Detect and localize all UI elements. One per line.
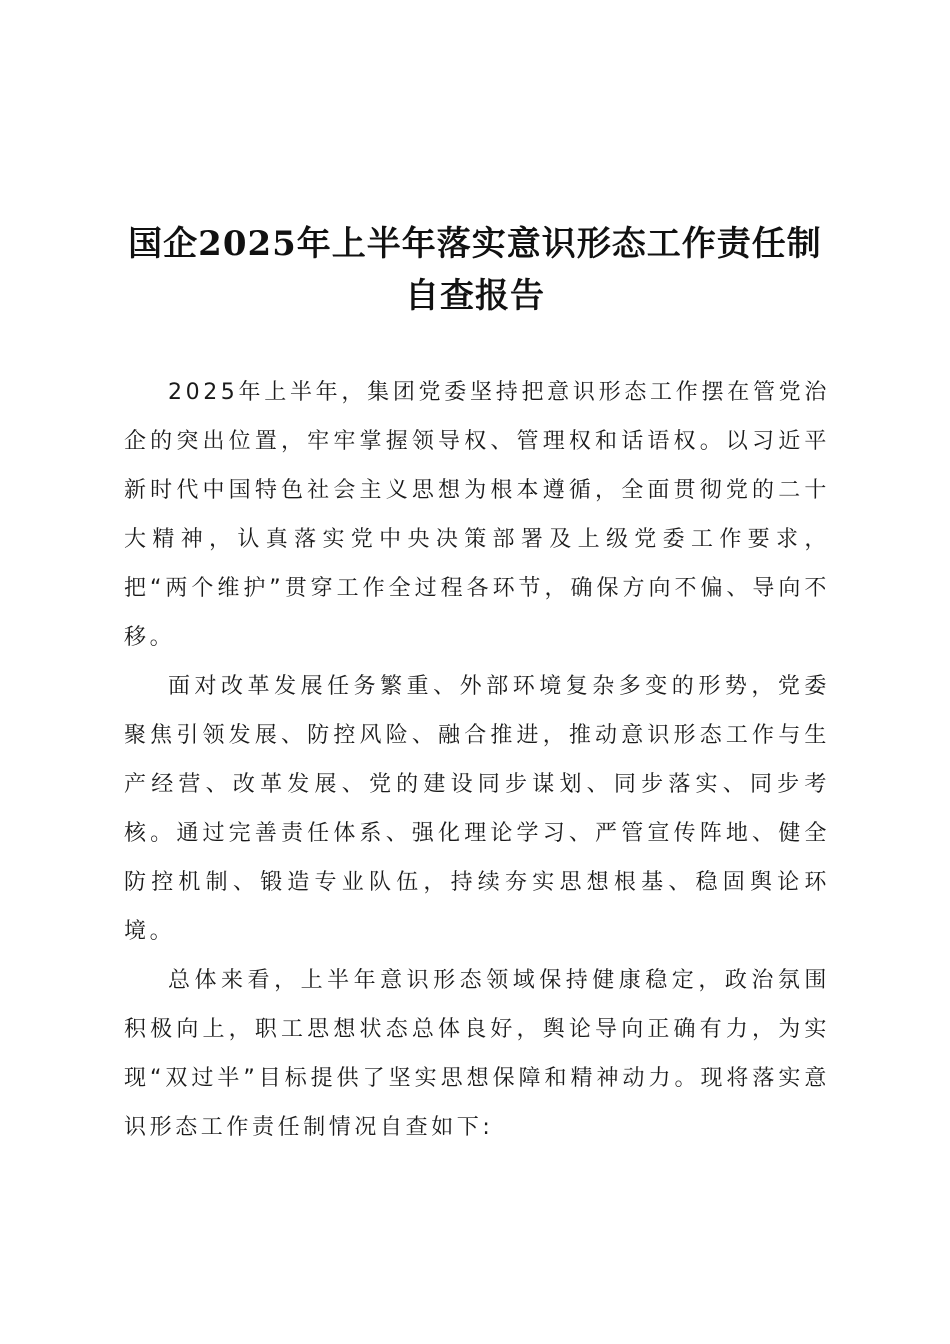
title-line-1: 国企2025年上半年落实意识形态工作责任制 [128,224,822,264]
paragraph-2: 面对改革发展任务繁重、外部环境复杂多变的形势，党委聚焦引领发展、防控风险、融合推进，推动意识形态工作与生产经营、改革发展、党的建设同步谋划、同步落实、同步考核。通过完善责任体系、强化理论学习、严管宣传阵地、健全防控机制、锻造专业队伍，持续夯实思想根基、稳固舆论环境。 [124,674,830,944]
document-body [124,368,830,1152]
paragraph-1: 2025年上半年，集团党委坚持把意识形态工作摆在管党治企的突出位置，牢牢掌握领导权、管理权和话语权。以习近平新时代中国特色社会主义思想为根本遵循，全面贯彻党的二十大精神，认真落实党中央决策部署及上级党委工作要求，把“两个维护”贯穿工作全过程各环节，确保方向不偏、导向不移。 [124,380,830,650]
document-title [0,218,950,322]
title-line-2: 自查报告 [405,276,545,316]
paragraph-3: 总体来看，上半年意识形态领域保持健康稳定，政治氛围积极向上，职工思想状态总体良好，舆论导向正确有力，为实现“双过半”目标提供了坚实思想保障和精神动力。现将落实意识形态工作责任制情况自查如下: [124,968,830,1140]
